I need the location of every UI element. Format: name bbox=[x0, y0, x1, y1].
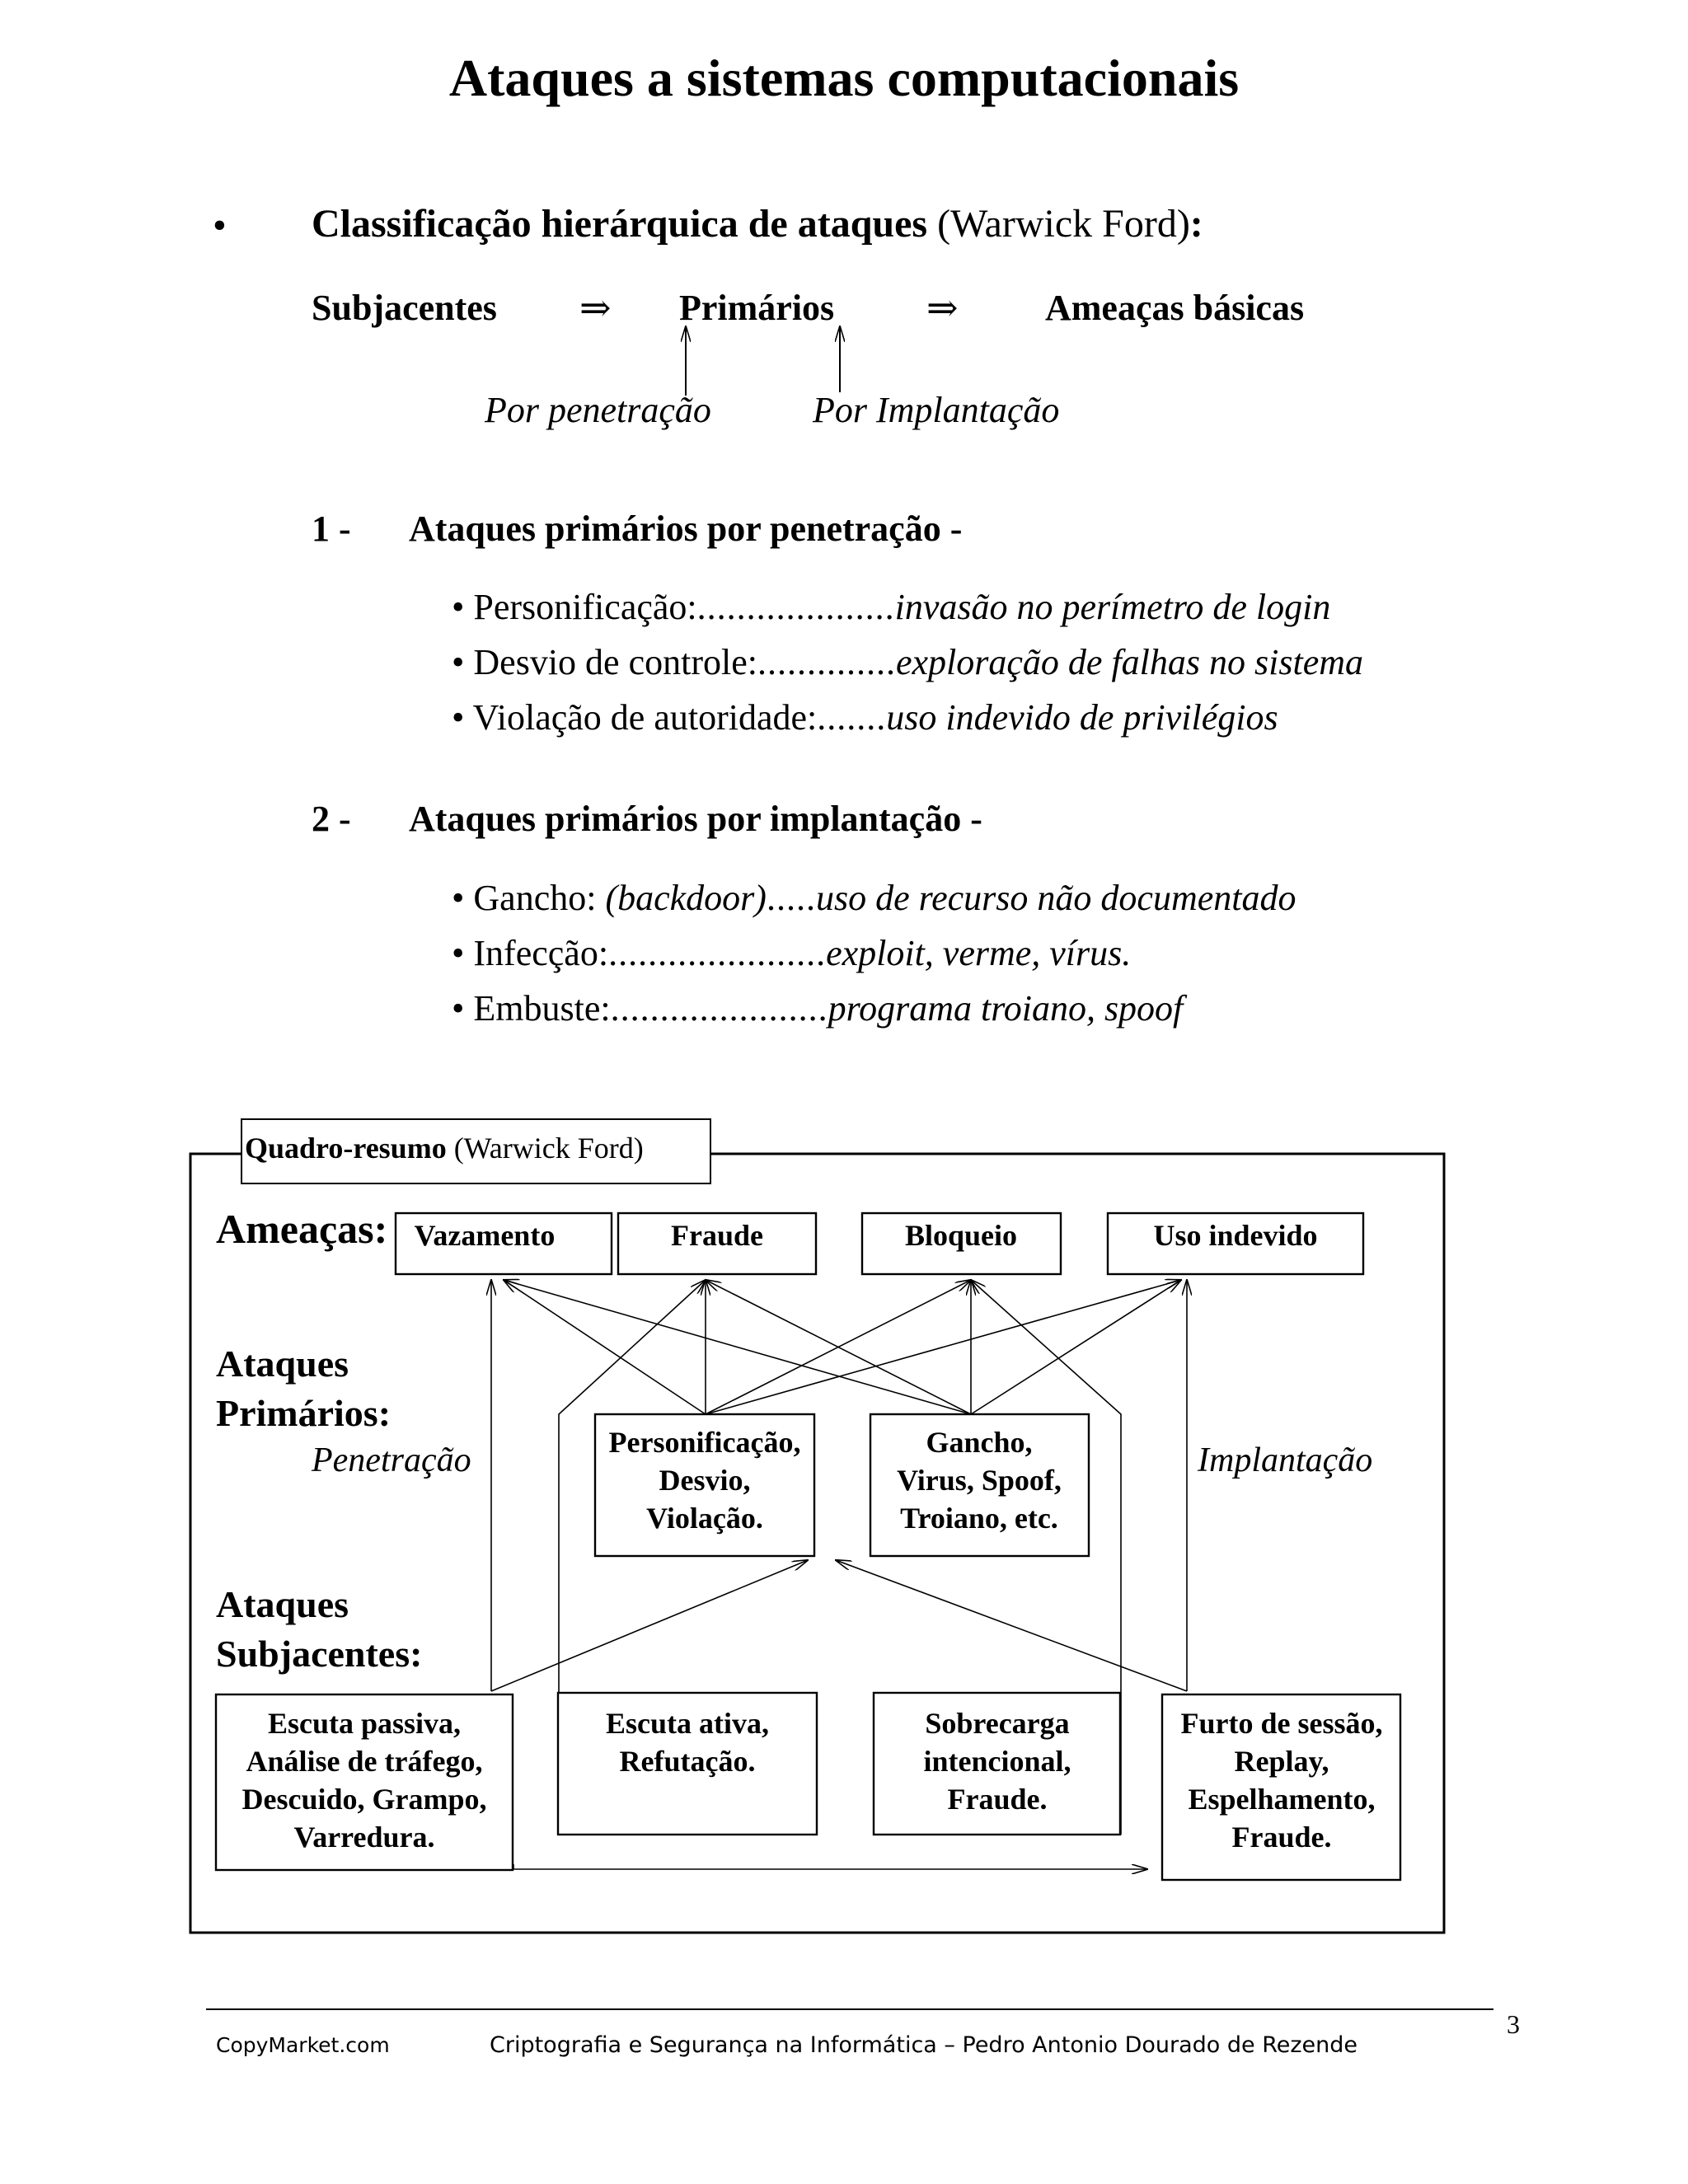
connector-line bbox=[504, 1280, 706, 1414]
footer-left: CopyMarket.com bbox=[216, 2033, 390, 2057]
threat-label: Uso indevido bbox=[1153, 1219, 1318, 1252]
flow-arrow-2: ⇒ bbox=[926, 287, 959, 329]
underlying-box-line: Descuido, Grampo, bbox=[241, 1783, 487, 1816]
bullet-icon: • bbox=[452, 878, 465, 918]
bullet-icon: • bbox=[452, 933, 465, 973]
connector-line bbox=[706, 1280, 1181, 1414]
underlying-box-line: Escuta passiva, bbox=[267, 1707, 462, 1740]
page-number: 3 bbox=[1507, 2009, 1520, 2039]
section1-heading-text: Ataques primários por penetração bbox=[409, 509, 941, 549]
connector-line bbox=[513, 1864, 1147, 1869]
footer-center: Criptografia e Segurança na Informática – Pedro Antonio Dourado de Rezende bbox=[490, 2032, 1358, 2058]
primary-box-line: Troiano, etc. bbox=[900, 1502, 1058, 1535]
classification-heading-author: (Warwick Ford) bbox=[937, 202, 1190, 246]
penetration-label: Penetração bbox=[312, 1441, 471, 1479]
flow-subjacentes: Subjacentes bbox=[312, 288, 497, 328]
underlying-box-line: Análise de tráfego, bbox=[246, 1745, 483, 1778]
bullet-icon: • bbox=[452, 642, 465, 682]
underlying-box-line: Furto de sessão, bbox=[1180, 1707, 1383, 1740]
item-dots: .................... bbox=[696, 587, 895, 627]
section2-heading-dash: - bbox=[970, 799, 982, 839]
underlying-box-line: Varredura. bbox=[293, 1821, 435, 1854]
primary-box-line: Gancho, bbox=[926, 1426, 1033, 1459]
underlying-box-line: Replay, bbox=[1234, 1745, 1329, 1778]
primary-box-line: Virus, Spoof, bbox=[897, 1464, 1062, 1497]
primary-box-line: Personificação, bbox=[608, 1426, 801, 1459]
bullet: • bbox=[213, 204, 227, 247]
item-desc: uso indevido de privilégios bbox=[886, 697, 1278, 738]
section2-heading-text: Ataques primários por implantação bbox=[409, 799, 962, 839]
summary-label bbox=[245, 1132, 644, 1165]
item-desc: invasão no perímetro de login bbox=[894, 587, 1331, 627]
underlying-box-line: Fraude. bbox=[1231, 1821, 1332, 1854]
item-dots: ....... bbox=[817, 697, 887, 738]
item-term: Personificação: bbox=[473, 587, 697, 627]
bullet-icon: • bbox=[452, 587, 465, 627]
item-dots: .............. bbox=[757, 642, 896, 682]
item-term: Embuste: bbox=[473, 988, 611, 1029]
section2-number: 2 - bbox=[312, 799, 351, 839]
row-label-underlying-1: Ataques bbox=[216, 1583, 349, 1625]
item-term-italic: (backdoor) bbox=[605, 878, 767, 918]
section1-heading-dash: - bbox=[950, 509, 963, 549]
sublabel-penetracao: Por penetração bbox=[485, 390, 711, 430]
underlying-box-line: Espelhamento, bbox=[1188, 1783, 1376, 1816]
item-dots: ...................... bbox=[608, 933, 827, 973]
section1-number: 1 - bbox=[312, 509, 351, 549]
item-term: Violação de autoridade: bbox=[472, 697, 818, 738]
underlying-box-line: intencional, bbox=[923, 1745, 1071, 1778]
row-label-threats: Ameaças: bbox=[216, 1206, 388, 1252]
underlying-box-line: Escuta ativa, bbox=[606, 1707, 769, 1740]
flow-arrow-1: ⇒ bbox=[579, 287, 612, 329]
row-label-underlying-2: Subjacentes: bbox=[216, 1633, 423, 1675]
page-title: Ataques a sistemas computacionais bbox=[448, 49, 1240, 107]
sublabel-arrows bbox=[686, 326, 840, 396]
threat-label: Bloqueio bbox=[904, 1219, 1018, 1252]
item-dots: ...................... bbox=[610, 988, 828, 1029]
underlying-box-line: Refutação. bbox=[619, 1745, 756, 1778]
row-label-primary-1: Ataques bbox=[216, 1343, 349, 1385]
summary-label-normal: (Warwick Ford) bbox=[453, 1132, 644, 1165]
connector-line bbox=[971, 1280, 1181, 1414]
flow-primarios: Primários bbox=[679, 288, 835, 328]
connector-line bbox=[491, 1560, 808, 1691]
item-desc: programa troiano, spoof bbox=[828, 988, 1184, 1029]
connector-line bbox=[836, 1560, 1187, 1691]
item-term: Desvio de controle: bbox=[473, 642, 757, 682]
implantation-label: Implantação bbox=[1198, 1441, 1373, 1479]
item-desc: exploração de falhas no sistema bbox=[895, 642, 1364, 682]
item-dots: ..... bbox=[766, 878, 816, 918]
flow-ameacas: Ameaças básicas bbox=[1045, 288, 1305, 328]
row-label-primary-2: Primários: bbox=[216, 1392, 392, 1434]
underlying-box-line: Fraude. bbox=[947, 1783, 1048, 1816]
item-term: Infecção: bbox=[473, 933, 609, 973]
classification-heading-bold: Classificação hierárquica de ataques bbox=[312, 202, 928, 246]
summary-label-bold: Quadro-resumo bbox=[245, 1132, 447, 1165]
item-term: Gancho: bbox=[473, 878, 597, 918]
threat-label: Vazamento bbox=[414, 1219, 556, 1252]
threat-label: Fraude bbox=[671, 1219, 763, 1252]
primary-box-line: Violação. bbox=[646, 1502, 763, 1535]
classification-heading-colon: : bbox=[1189, 202, 1203, 246]
sublabel-implantacao: Por Implantação bbox=[813, 390, 1060, 430]
bullet-icon: • bbox=[452, 988, 465, 1029]
connector-line bbox=[504, 1280, 971, 1414]
primary-box-line: Desvio, bbox=[659, 1464, 751, 1497]
bullet-icon: • bbox=[452, 697, 465, 738]
underlying-box-line: Sobrecarga bbox=[925, 1707, 1070, 1740]
item-desc: uso de recurso não documentado bbox=[815, 878, 1296, 918]
item-desc: exploit, verme, vírus. bbox=[826, 933, 1132, 973]
